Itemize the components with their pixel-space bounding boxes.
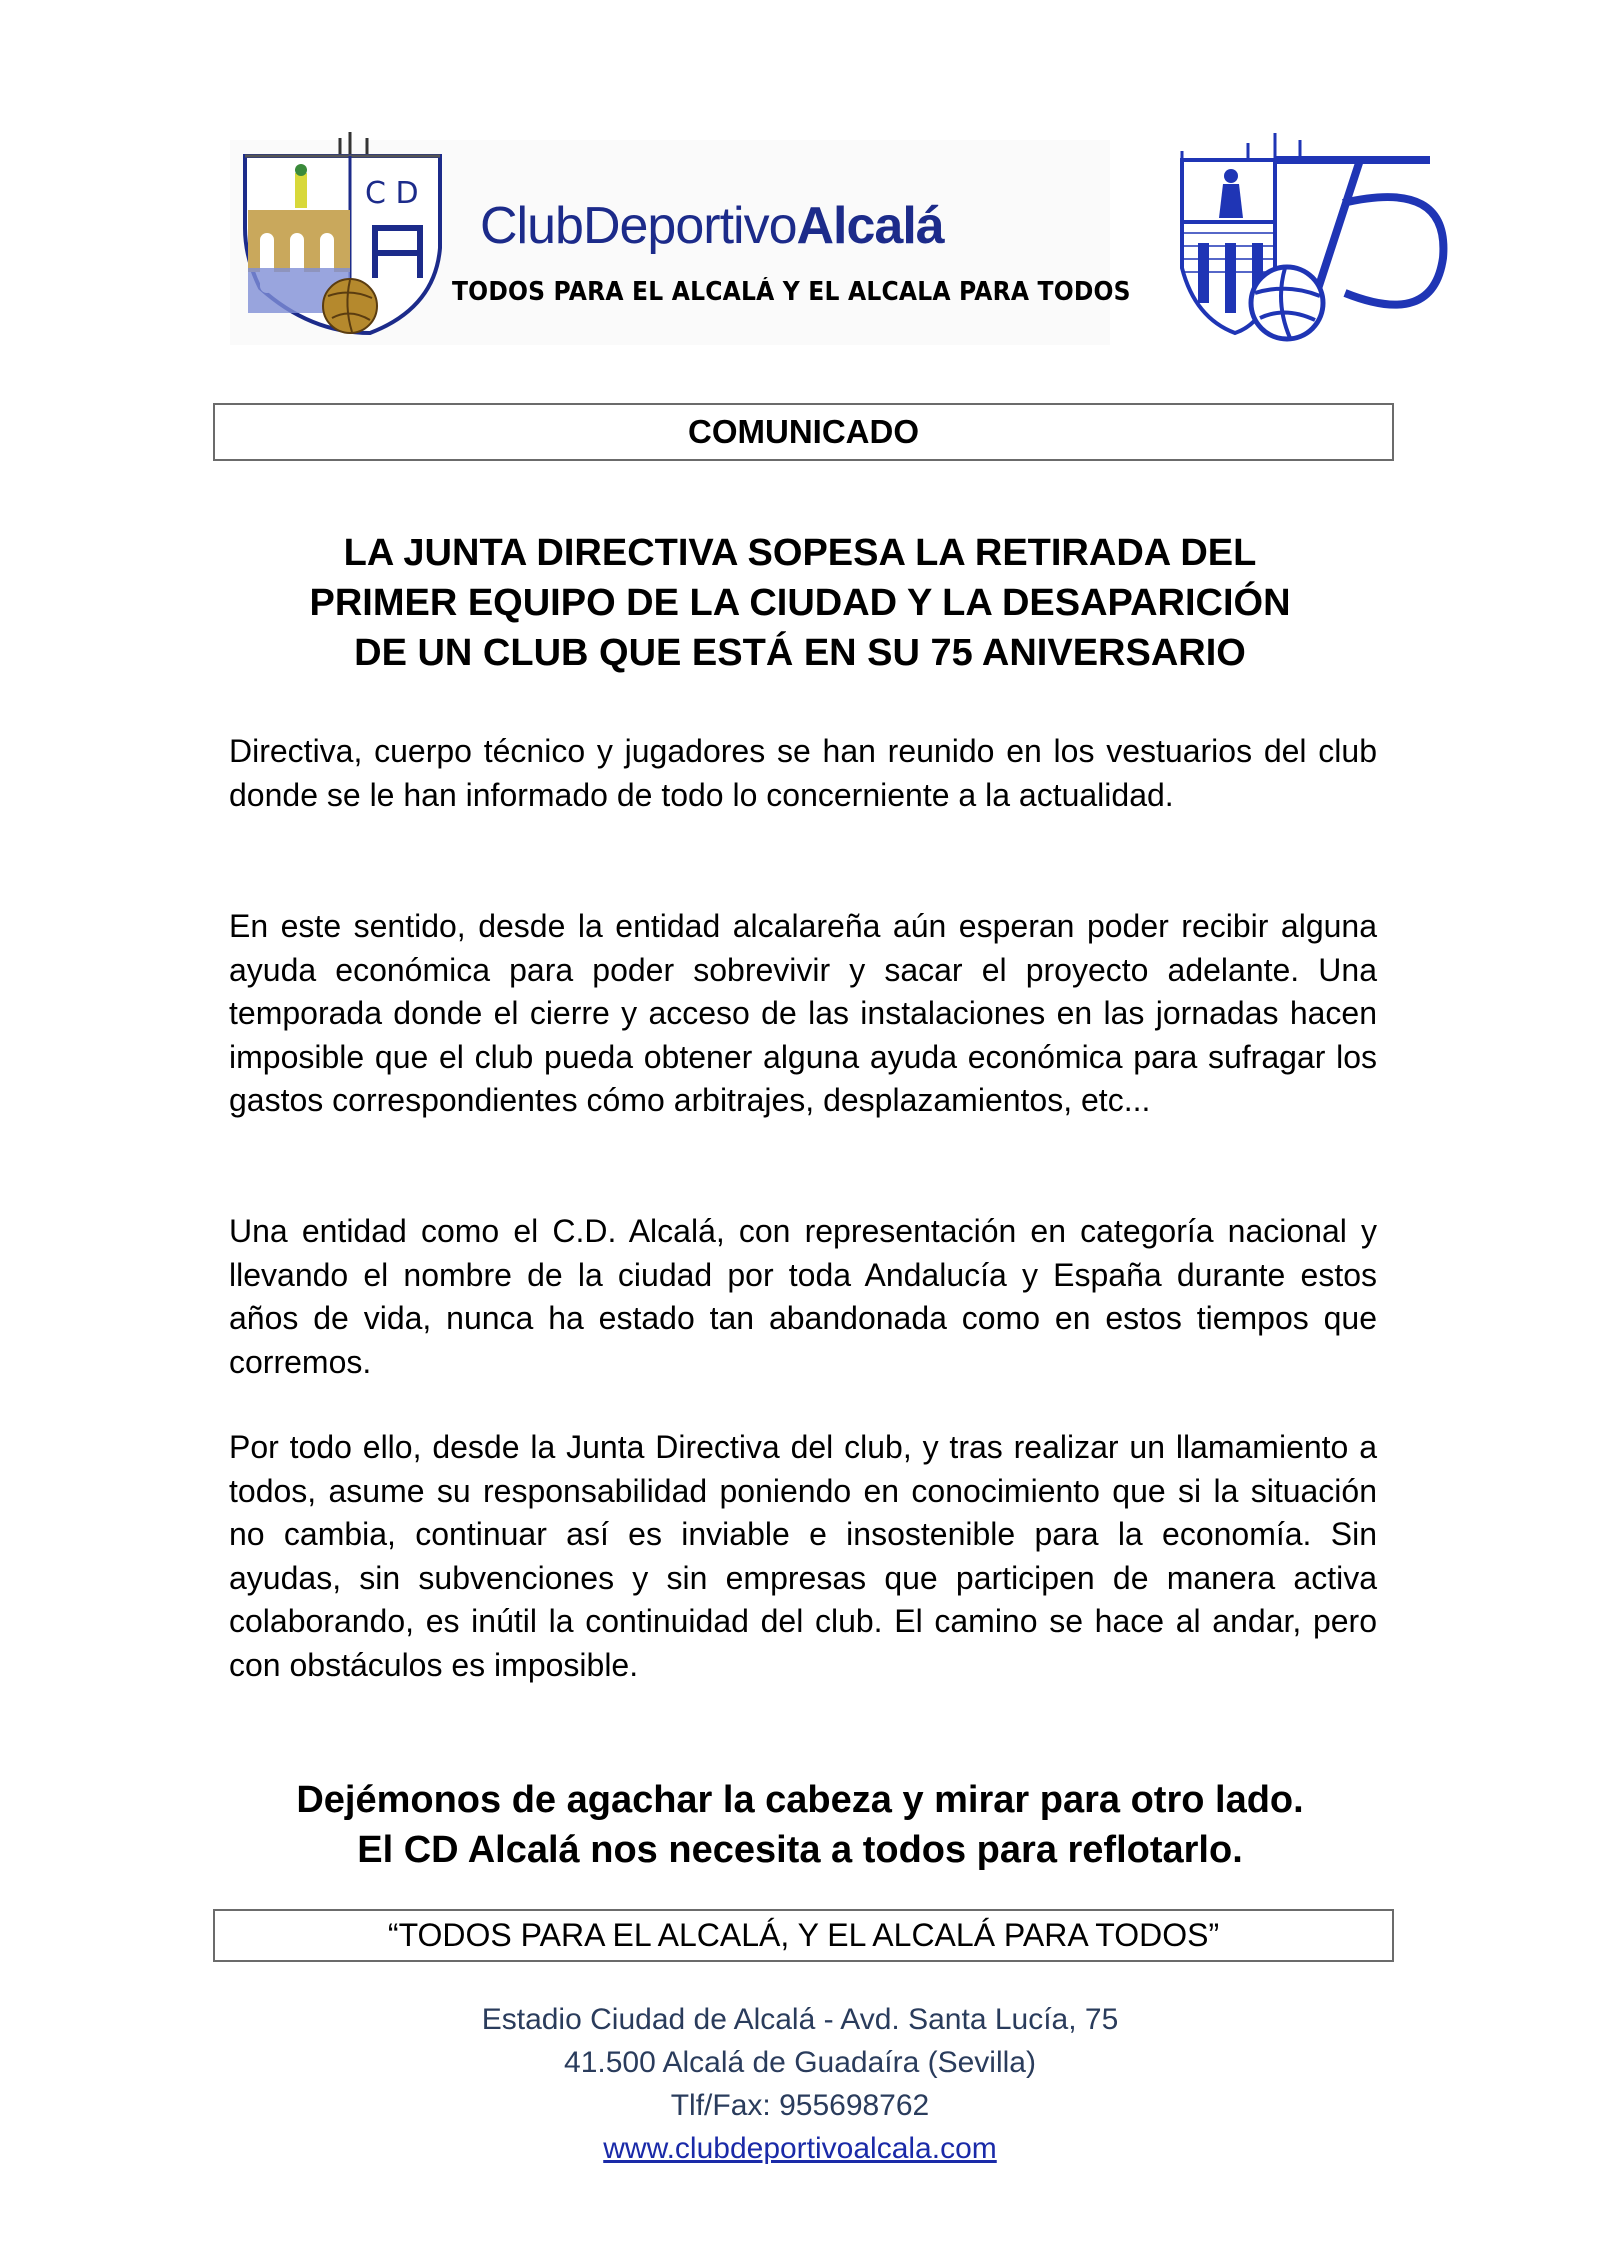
- headline-line: LA JUNTA DIRECTIVA SOPESA LA RETIRADA DEL: [343, 532, 1257, 574]
- address-line: Estadio Ciudad de Alcalá - Avd. Santa Lucía, 75: [481, 2003, 1119, 2036]
- address-line: 41.500 Alcalá de Guadaíra (Sevilla): [564, 2046, 1036, 2079]
- comunicado-box: [213, 403, 1394, 461]
- body-paragraph: [229, 730, 1377, 817]
- anniversary-75-logo: [1165, 118, 1465, 353]
- cta-line: El CD Alcalá nos necesita a todos para reflotarlo.: [357, 1829, 1243, 1871]
- brand-name-bold: Alcalá: [796, 197, 944, 255]
- shield-crest-icon: [240, 128, 445, 343]
- section-label: COMUNICADO: [688, 413, 919, 450]
- motto-text: “TODOS PARA EL ALCALÁ, Y EL ALCALÁ PARA TODOS”: [387, 1917, 1220, 1953]
- headline-line: DE UN CLUB QUE ESTÁ EN SU 75 ANIVERSARIO: [354, 632, 1246, 674]
- website-link[interactable]: www.clubdeportivoalcala.com: [603, 2132, 997, 2165]
- headline-line: PRIMER EQUIPO DE LA CIUDAD Y LA DESAPARICIÓN: [309, 582, 1291, 624]
- paragraph-text: Directiva, cuerpo técnico y jugadores se han reunido en los vestuarios del club donde se le han informado de todo lo concerniente a la actualidad.: [229, 733, 1377, 813]
- body-paragraph: [229, 1210, 1377, 1384]
- cta-line: Dejémonos de agachar la cabeza y mirar para otro lado.: [296, 1779, 1304, 1821]
- call-to-action: [200, 1775, 1400, 1875]
- motto-box: [213, 1909, 1394, 1962]
- paragraph-text: En este sentido, desde la entidad alcalareña aún esperan poder recibir alguna ayuda económica para poder sobrevivir y sacar el proyecto adelante. Una temporada donde el cierre y acceso de las instalaciones en las jornadas hacen imposible que el club pueda obtener alguna ayuda económica para sufragar los gastos correspondientes cómo arbitrajes, desplazamientos, etc...: [229, 908, 1377, 1119]
- paragraph-text: Por todo ello, desde la Junta Directiva del club, y tras realizar un llamamiento a todos, asume su responsabilidad poniendo en conocimiento que si la situación no cambia, continuar así es inviable e insostenible para la economía. Sin ayudas, sin subvenciones y sin empresas que participen de manera activa colaborando, es inútil la continuidad del club. El camino se hace al andar, pero con obstáculos es imposible.: [229, 1429, 1377, 1683]
- svg-text:C D: C D: [365, 176, 419, 211]
- anniversary-crest-icon: [1165, 118, 1465, 353]
- footer-contact: [300, 1998, 1300, 2170]
- paragraph-text: Una entidad como el C.D. Alcalá, con representación en categoría nacional y llevando el nombre de la ciudad por toda Andalucía y España durante estos años de vida, nunca ha estado tan abandonada como en estos tiempos que corremos.: [229, 1213, 1377, 1380]
- body-paragraph: [229, 1426, 1377, 1688]
- body-paragraph: [229, 905, 1377, 1123]
- phone-fax: Tlf/Fax: 955698762: [670, 2089, 930, 2122]
- brand-name: [480, 196, 944, 256]
- brand-motto: TODOS PARA EL ALCALÁ Y EL ALCALA PARA TODOS: [452, 277, 1131, 307]
- brand-name-regular: ClubDeportivo: [480, 197, 797, 255]
- headline: [200, 528, 1400, 678]
- club-crest-logo: [240, 128, 445, 343]
